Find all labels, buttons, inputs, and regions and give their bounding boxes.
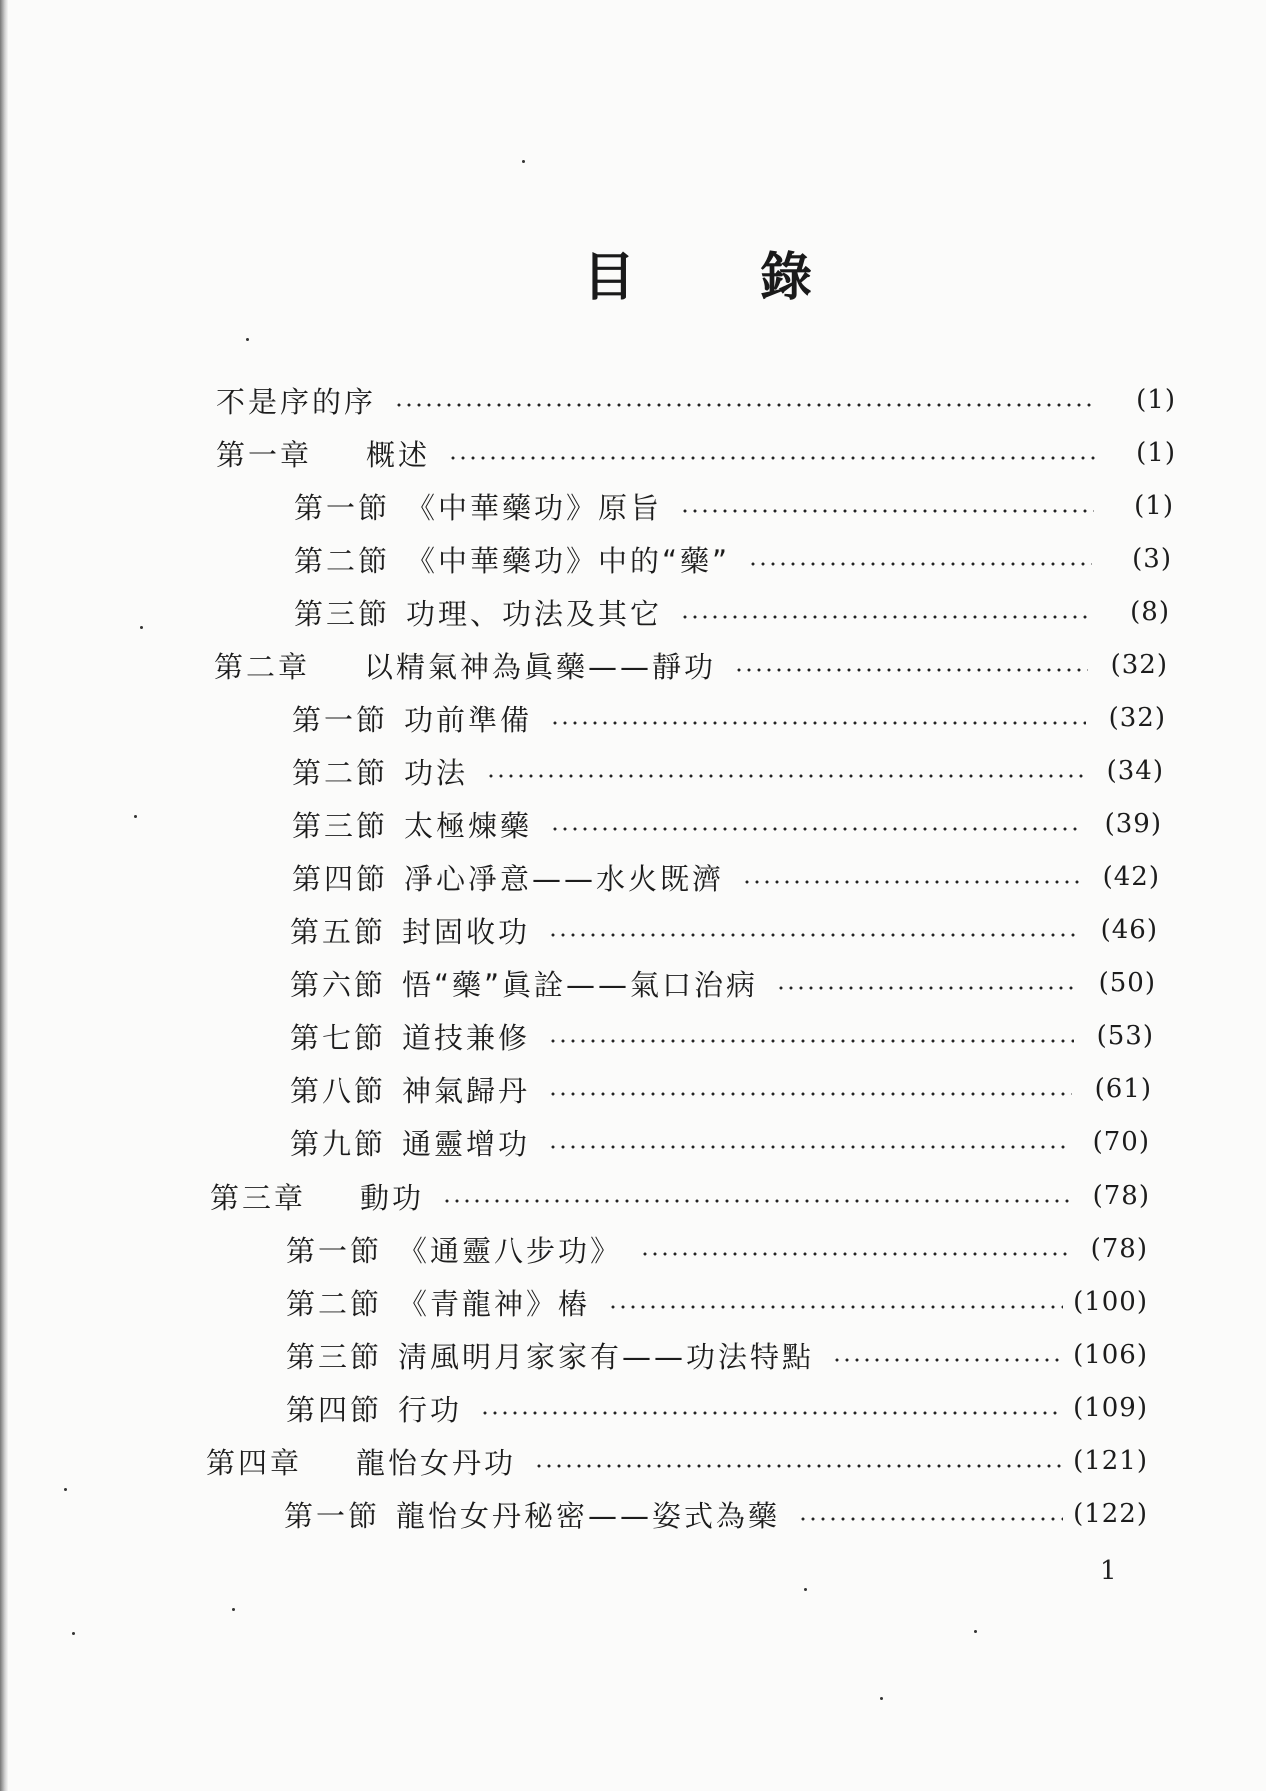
- toc-entry-page: (122): [1073, 1499, 1148, 1529]
- toc-entry-chapter-4: [206, 1439, 1148, 1483]
- scan-speck: [880, 1697, 883, 1700]
- toc-entry-chapter-2: [214, 643, 1168, 687]
- scan-speck: [804, 1588, 807, 1591]
- toc-entry-title: 《中華藥功》中的“藥”: [406, 543, 731, 578]
- toc-entry-title: 封固收功: [402, 914, 531, 949]
- toc-entry-section: [290, 961, 1156, 1005]
- toc-entry-page: (42): [1102, 862, 1160, 892]
- toc-entry-section: [286, 1333, 1148, 1377]
- toc-entry-page: (109): [1073, 1393, 1148, 1423]
- toc-entry-page: (1): [1134, 491, 1174, 521]
- toc-entry-section: [290, 1067, 1152, 1111]
- dot-leader: [548, 1039, 1074, 1043]
- scan-speck: [72, 1632, 75, 1635]
- toc-entry-title: 神氣歸丹: [402, 1073, 531, 1108]
- toc-entry-section: [292, 749, 1164, 793]
- toc-entry-title: 悟“藥”眞詮——氣口治病: [402, 967, 759, 1002]
- toc-entry-title: 行功: [398, 1392, 463, 1427]
- toc-entry-title: 《中華藥功》原旨: [406, 490, 663, 525]
- toc-entry-section: [290, 1120, 1150, 1164]
- scan-speck: [64, 1488, 67, 1491]
- scan-speck: [134, 815, 137, 818]
- toc-entry-number: 第二節: [292, 755, 389, 790]
- toc-entry-page: (32): [1108, 703, 1166, 733]
- toc-entry-title: 以精氣神為眞藥——靜功: [364, 649, 717, 684]
- toc-entry-section: [294, 537, 1172, 581]
- toc-entry-title: 龍怡女丹功: [356, 1445, 517, 1480]
- toc-entry-number: 第四節: [286, 1392, 383, 1427]
- toc-entry-title: 凈心凈意——水火既濟: [404, 861, 725, 896]
- toc-entry-page: (100): [1073, 1287, 1148, 1317]
- toc-entry-section: [286, 1227, 1148, 1271]
- dot-leader: [550, 827, 1082, 831]
- dot-leader: [798, 1517, 1063, 1521]
- toc-entry-number: 第三節: [292, 808, 389, 843]
- toc-entry-page: (78): [1092, 1181, 1150, 1211]
- dot-leader: [748, 562, 1092, 566]
- toc-entry-title: 《青龍神》樁: [398, 1286, 591, 1321]
- dot-leader: [742, 880, 1080, 884]
- toc-entry-title: 通靈增功: [402, 1126, 531, 1161]
- toc-entry-page: (70): [1092, 1127, 1150, 1157]
- page-number: 1: [1100, 1556, 1117, 1586]
- toc-entry-section: [284, 1492, 1148, 1536]
- toc-entry-number: 第三章: [210, 1180, 307, 1215]
- toc-entry-preface: [216, 378, 1176, 422]
- dot-leader: [832, 1358, 1063, 1362]
- scan-speck: [232, 1608, 235, 1611]
- toc-entry-section: [292, 802, 1162, 846]
- toc-entry-chapter-1: [216, 431, 1176, 475]
- toc-entry-number: 第五節: [290, 914, 387, 949]
- dot-leader: [448, 456, 1096, 460]
- toc-entry-title: 《通靈八步功》: [398, 1233, 623, 1268]
- toc-entry-page: (1): [1136, 385, 1176, 415]
- toc-entry-page: (3): [1132, 544, 1172, 574]
- toc-entry-section: [292, 855, 1160, 899]
- toc-entry-page: (32): [1110, 650, 1168, 680]
- toc-entry-number: 第四章: [206, 1445, 303, 1480]
- toc-entry-section: [294, 590, 1170, 634]
- toc-entry-number: 第七節: [290, 1020, 387, 1055]
- toc-entry-page: (1): [1136, 438, 1176, 468]
- scan-speck: [974, 1630, 977, 1633]
- toc-entry-page: (78): [1090, 1234, 1148, 1264]
- toc-entry-number: 第二節: [286, 1286, 383, 1321]
- scan-speck: [246, 338, 249, 341]
- toc-entry-section: [290, 908, 1158, 952]
- toc-entry-page: (53): [1096, 1021, 1154, 1051]
- toc-entry-section: [292, 696, 1166, 740]
- toc-entry-title: 淸風明月家家有——功法特點: [398, 1339, 815, 1374]
- title-char-2: 錄: [760, 247, 813, 308]
- toc-entry-number: 第三節: [286, 1339, 383, 1374]
- dot-leader: [394, 403, 1096, 407]
- toc-entry-section: [290, 1014, 1154, 1058]
- toc-entry-section: [286, 1386, 1148, 1430]
- toc-entry-page: (121): [1073, 1446, 1148, 1476]
- toc-entry-title: 動功: [360, 1180, 425, 1215]
- toc-entry-page: (39): [1104, 809, 1162, 839]
- dot-leader: [442, 1199, 1070, 1203]
- toc-entry-number: 第一節: [286, 1233, 383, 1268]
- toc-entry-title: 道技兼修: [402, 1020, 531, 1055]
- toc-entry-number: 第二章: [214, 649, 311, 684]
- title-char-1: 目: [583, 247, 636, 308]
- dot-leader: [680, 615, 1090, 619]
- toc-entry-title: 太極煉藥: [404, 808, 533, 843]
- dot-leader: [486, 774, 1084, 778]
- toc-entry-section: [294, 484, 1174, 528]
- toc-entry-title: 功法: [404, 755, 469, 790]
- toc-entry-number: 第一章: [216, 437, 313, 472]
- dot-leader: [680, 509, 1094, 513]
- dot-leader: [550, 721, 1086, 725]
- toc-entry-number: 第八節: [290, 1073, 387, 1108]
- scan-speck: [522, 160, 525, 163]
- toc-entry-page: (106): [1073, 1340, 1148, 1370]
- toc-entry-number: 第二節: [294, 543, 391, 578]
- toc-entry-title: 功前準備: [404, 702, 533, 737]
- dot-leader: [776, 986, 1076, 990]
- toc-entry-number: 第三節: [294, 596, 391, 631]
- dot-leader: [548, 1092, 1072, 1096]
- dot-leader: [734, 668, 1088, 672]
- toc-entry-number: 第四節: [292, 861, 389, 896]
- toc-entry-page: (34): [1106, 756, 1164, 786]
- dot-leader: [548, 1145, 1070, 1149]
- toc-entry-page: (50): [1098, 968, 1156, 998]
- toc-entry-title: 概述: [366, 437, 431, 472]
- toc-entry-title: 不是序的序: [216, 384, 377, 419]
- toc-entry-page: (61): [1094, 1074, 1152, 1104]
- toc-entry-title: 功理、功法及其它: [406, 596, 663, 631]
- toc-entry-page: (46): [1100, 915, 1158, 945]
- toc-entry-section: [286, 1280, 1148, 1324]
- toc-entry-number: 第一節: [294, 490, 391, 525]
- dot-leader: [480, 1411, 1063, 1415]
- dot-leader: [608, 1305, 1063, 1309]
- dot-leader: [548, 933, 1078, 937]
- toc-entry-title: 龍怡女丹秘密——姿式為藥: [396, 1498, 781, 1533]
- toc-entry-number: 第六節: [290, 967, 387, 1002]
- toc-entry-chapter-3: [210, 1174, 1150, 1218]
- toc-entry-page: (8): [1130, 597, 1170, 627]
- dot-leader: [640, 1252, 1068, 1256]
- toc-entry-number: 第一節: [292, 702, 389, 737]
- dot-leader: [534, 1464, 1063, 1468]
- scan-speck: [140, 626, 143, 629]
- toc-entry-number: 第一節: [284, 1498, 381, 1533]
- toc-entry-number: 第九節: [290, 1126, 387, 1161]
